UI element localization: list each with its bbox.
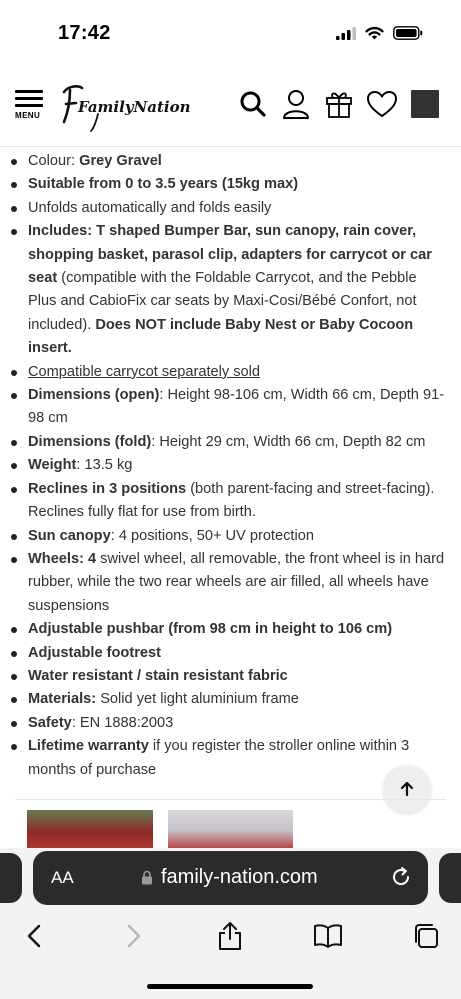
- menu-label: MENU: [15, 111, 41, 120]
- lock-icon: [141, 870, 153, 885]
- tabs-icon: [412, 922, 440, 950]
- share-button[interactable]: [212, 918, 248, 954]
- product-specs-section: [0, 147, 461, 847]
- search-icon: [239, 90, 267, 118]
- spec-text: Grey Gravel: [79, 153, 162, 169]
- user-icon: [282, 89, 310, 119]
- browser-toolbar: [0, 918, 461, 958]
- spec-text: Sun canopy: [28, 527, 111, 544]
- spec-item: [28, 665, 448, 688]
- spec-text: Materials:: [28, 691, 97, 708]
- reload-icon[interactable]: [390, 866, 412, 888]
- previous-tab-pill[interactable]: [0, 853, 22, 903]
- account-button[interactable]: [280, 88, 312, 120]
- spec-text: Weight: [28, 457, 77, 474]
- tabs-button[interactable]: [408, 918, 444, 954]
- logo-mark: [58, 82, 191, 132]
- spec-text: : Height 29 cm, Width 66 cm, Depth 82 cm: [151, 433, 426, 450]
- spec-text: Water resistant / stain resistant fabric: [28, 667, 288, 684]
- spec-text: Does NOT include Baby Nest or Baby Cocoon insert.: [28, 316, 414, 357]
- home-indicator: [147, 984, 313, 989]
- cart-icon: [411, 90, 439, 118]
- spec-text: : 4 positions, 50+ UV protection: [110, 527, 314, 544]
- spec-text: (both parent-facing and street-facing). Reclines fully flat for use from birth.: [28, 480, 435, 521]
- spec-text: : 13.5 kg: [76, 457, 133, 474]
- spec-text: Adjustable pushbar (from 98 cm in height to 106 cm): [28, 621, 393, 638]
- spec-item: [28, 478, 448, 525]
- spec-text: Dimensions (fold): [28, 433, 152, 450]
- book-icon: [313, 923, 343, 949]
- back-to-top-button[interactable]: [383, 765, 431, 813]
- url-text: family-nation.com: [161, 866, 318, 888]
- spec-text: Includes: T shaped Bumper Bar, sun canopy, rain cover, shopping basket, parasol clip, adapters for carrycot or car seat: [28, 223, 432, 287]
- status-time: 17:42: [58, 22, 111, 44]
- compatible-carrycot-link[interactable]: Compatible carrycot separately sold: [28, 363, 260, 380]
- section-divider: [15, 799, 446, 800]
- product-thumbnail[interactable]: [27, 810, 153, 850]
- cellular-signal-icon: [336, 27, 356, 40]
- spec-item: [28, 642, 448, 665]
- heart-icon: [366, 90, 398, 118]
- chevron-left-icon: [26, 924, 42, 948]
- forward-button[interactable]: [116, 918, 152, 954]
- spec-text: if you register the stroller online within 3 months of purchase: [28, 738, 410, 778]
- chevron-right-icon: [126, 924, 142, 948]
- bookmarks-button[interactable]: [310, 918, 346, 954]
- spec-item: [28, 197, 448, 220]
- spec-text: Colour:: [28, 153, 80, 169]
- status-icons: [336, 26, 423, 40]
- logo-text: FamilyNation: [78, 98, 191, 116]
- menu-button[interactable]: [15, 90, 47, 124]
- spec-text: Safety: [28, 714, 72, 731]
- wifi-icon: [365, 26, 384, 40]
- spec-text: swivel wheel, all removable, the front wheel is in hard rubber, while the two rear wheels are air filled, all wheels have suspensions: [28, 550, 445, 614]
- address-bar[interactable]: [33, 851, 428, 905]
- spec-text: Solid yet light aluminium frame: [96, 691, 299, 708]
- spec-text: : Height 98-106 cm, Width 66 cm, Depth 91-98 cm: [28, 387, 445, 427]
- gift-icon: [325, 89, 353, 119]
- spec-item: [28, 618, 448, 641]
- spec-text: Reclines in 3 positions: [28, 480, 187, 497]
- spec-item: [28, 688, 448, 711]
- back-button[interactable]: [16, 918, 52, 954]
- family-nation-logo[interactable]: [58, 82, 191, 137]
- spec-text: Unfolds automatically and folds easily: [28, 199, 272, 216]
- spec-text: : EN 1888:2003: [71, 714, 174, 731]
- spec-item: [28, 384, 448, 431]
- cart-button[interactable]: [409, 88, 441, 120]
- next-tab-pill[interactable]: [439, 853, 461, 903]
- spec-item: [28, 548, 448, 618]
- spec-item: [28, 220, 448, 360]
- spec-text: Adjustable footrest: [28, 644, 161, 661]
- spec-item: [28, 173, 448, 196]
- specs-list: [0, 150, 448, 782]
- wishlist-button[interactable]: [366, 88, 398, 120]
- battery-icon: [393, 26, 423, 40]
- spec-item: [28, 361, 448, 384]
- header-icons: [237, 88, 441, 120]
- spec-item: [28, 525, 448, 548]
- spec-text: (compatible with the Foldable Carrycot, and the Pebble Plus and CabioFix car seats by Maxi-Cosi/Bébé Confort, not included).: [28, 270, 417, 333]
- spec-text: Wheels: 4: [28, 550, 97, 567]
- spec-item: [28, 431, 448, 454]
- spec-text: Dimensions (open): [28, 387, 160, 404]
- spec-text: Lifetime warranty: [28, 738, 149, 755]
- spec-item: [28, 735, 448, 782]
- spec-item: [28, 712, 448, 735]
- gift-button[interactable]: [323, 88, 355, 120]
- arrow-up-icon: [399, 781, 415, 797]
- spec-item: [28, 454, 448, 477]
- hamburger-icon: [15, 90, 47, 107]
- search-button[interactable]: [237, 88, 269, 120]
- spec-text: Suitable from 0 to 3.5 years (15kg max): [28, 176, 299, 193]
- spec-item: [28, 150, 448, 173]
- status-bar: [0, 0, 461, 70]
- browser-bar: [0, 848, 461, 999]
- site-header: [0, 70, 461, 147]
- product-thumbnail[interactable]: [168, 810, 293, 850]
- reader-aa-button[interactable]: AA: [51, 868, 74, 887]
- share-icon: [217, 921, 243, 951]
